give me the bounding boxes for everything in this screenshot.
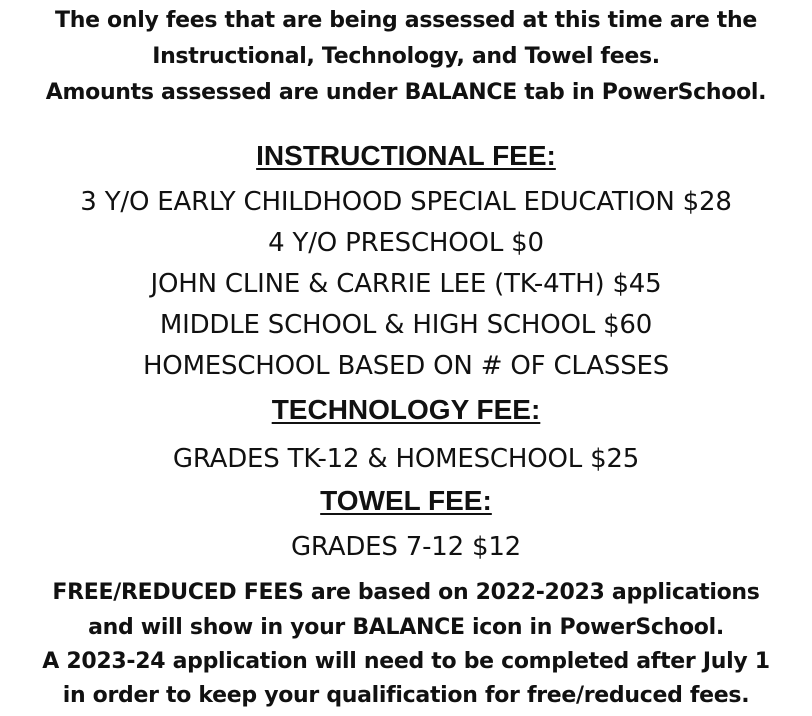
instructional-fee-item: 3 Y/O EARLY CHILDHOOD SPECIAL EDUCATION $28 <box>80 187 732 217</box>
instructional-fee-item: 4 Y/O PRESCHOOL $0 <box>268 228 544 258</box>
technology-fee-item: GRADES TK-12 & HOMESCHOOL $25 <box>172 444 640 474</box>
footer-line-4: in order to keep your qualification for free/reduced fees. <box>62 683 750 708</box>
instructional-fee-item: MIDDLE SCHOOL & HIGH SCHOOL $60 <box>159 310 653 340</box>
footer-line-3: A 2023-24 application will need to be completed after July 1 <box>42 649 770 674</box>
towel-fee-item: GRADES 7-12 $12 <box>290 532 522 562</box>
instructional-fee-heading: INSTRUCTIONAL FEE: <box>256 140 556 171</box>
intro-line-3: Amounts assessed are under BALANCE tab in PowerSchool. <box>45 80 767 105</box>
technology-fee-heading: TECHNOLOGY FEE: <box>271 394 541 425</box>
intro-line-1: The only fees that are being assessed at this time are the <box>55 8 757 33</box>
instructional-fee-item: HOMESCHOOL BASED ON # OF CLASSES <box>142 351 670 381</box>
instructional-fee-item: JOHN CLINE & CARRIE LEE (TK-4TH) $45 <box>150 269 662 299</box>
footer-line-1: FREE/REDUCED FEES are based on 2022-2023 applications <box>52 580 760 605</box>
intro-line-2: Instructional, Technology, and Towel fees. <box>152 44 660 69</box>
footer-line-2: and will show in your BALANCE icon in PowerSchool. <box>88 615 724 640</box>
towel-fee-heading: TOWEL FEE: <box>320 485 492 516</box>
